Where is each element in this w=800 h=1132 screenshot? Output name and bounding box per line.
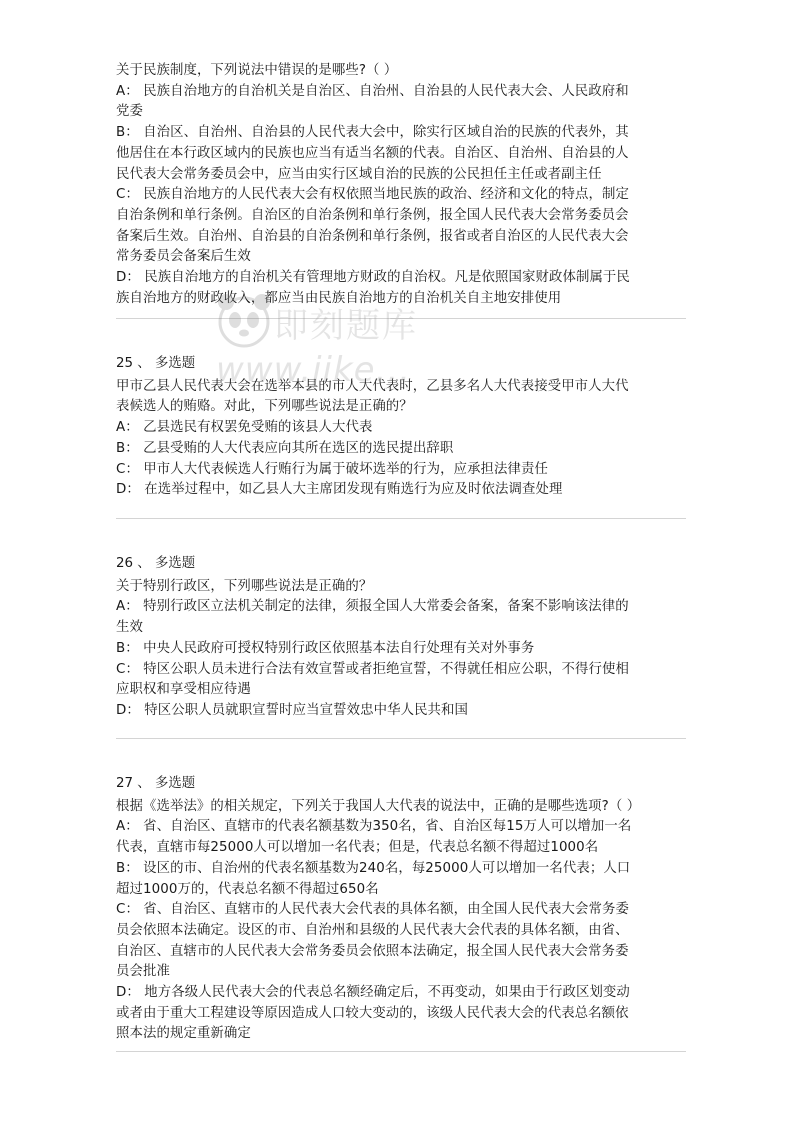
option-d: D： 地方各级人民代表大会的代表总名额经确定后，不再变动，如果由于行政区划变动 (116, 985, 630, 1001)
watermark-brand: 即刻题库 (274, 306, 418, 346)
option-c-cont: 员会批准 (116, 964, 170, 980)
option-a: A： 省、自治区、直辖市的代表名额基数为350名，省、自治区每15万人可以增加一名 (116, 819, 632, 835)
option-c-cont: 备案后生效。自治州、自治县的自治条例和单行条例，报省或者自治区的人民代表大会 (116, 228, 629, 244)
option-b-cont: 民代表大会常务委员会中，应当由实行区域自治的民族的公民担任主任或者副主任 (116, 166, 602, 182)
option-c-cont: 应职权和享受相应待遇 (116, 682, 251, 698)
divider (116, 318, 686, 319)
question-header: 27 、 多选题 (116, 776, 196, 791)
option-b: B： 设区的市、自治州的代表名额基数为240名，每25000人可以增加一名代表；人口 (116, 860, 631, 876)
option-b: B： 自治区、自治州、自治县的人民代表大会中，除实行区域自治的民族的代表外，其 (116, 125, 629, 141)
question-header: 26 、 多选题 (116, 556, 196, 571)
option-b-cont: 超过1000万的，代表总名额不得超过650名 (116, 881, 379, 897)
option-d: D： 民族自治地方的自治机关有管理地方财政的自治权。凡是依照国家财政体制属于民 (116, 270, 630, 286)
option-b: B： 中央人民政府可授权特别行政区依照基本法自行处理有关对外事务 (116, 640, 535, 656)
option-a-cont: 代表，直辖市每25000人可以增加一名代表；但是，代表总名额不得超过1000名 (116, 840, 599, 856)
option-d: D： 在选举过程中，如乙县人大主席团发现有贿选行为应及时依法调查处理 (116, 482, 563, 498)
question-stem: 甲市乙县人民代表大会在选举本县的市人大代表时，乙县多名人大代表接受甲市人大代 (116, 378, 629, 394)
option-c-cont: 自治区、直辖市的人民代表大会常务委员会依照本法确定，报全国人民代表大会常务委 (116, 943, 629, 959)
question-26 (116, 554, 686, 722)
option-d-cont: 族自治地方的财政收入，都应当由民族自治地方的自治机关自主地安排使用 (116, 290, 562, 306)
question-27 (116, 774, 686, 1045)
question-24 (116, 61, 686, 309)
question-stem: 关于民族制度，下列说法中错误的是哪些?（ ） (116, 63, 398, 78)
question-stem: 根据《选举法》的相关规定，下列关于我国人大代表的说法中，正确的是哪些选项?（ ） (116, 798, 641, 814)
option-c-cont: 自治条例和单行条例。自治区的自治条例和单行条例，报全国人民代表大会常务委员会 (116, 207, 629, 223)
option-a-cont: 生效 (116, 620, 143, 636)
question-25 (116, 354, 686, 501)
option-a-cont: 党委 (116, 104, 143, 120)
option-b: B： 乙县受贿的人大代表应向其所在选区的选民提出辞职 (116, 440, 454, 456)
option-d-cont: 或者由于重大工程建设等原因造成人口较大变动的，该级人民代表大会的代表总名额依 (116, 1005, 629, 1021)
option-d-cont: 照本法的规定重新确定 (116, 1026, 251, 1042)
watermark-url: www.jike... (216, 350, 411, 390)
divider (116, 738, 686, 739)
option-d: D： 特区公职人员就职宣誓时应当宣誓效忠中华人民共和国 (116, 702, 469, 718)
option-c: C： 甲市人大代表候选人行贿行为属于破坏选举的行为，应承担法律责任 (116, 461, 549, 477)
option-b-cont: 他居住在本行政区域内的民族也应当有适当名额的代表。自治区、自治州、自治县的人 (116, 145, 629, 161)
option-a: A： 民族自治地方的自治机关是自治区、自治州、自治县的人民代表大会、人民政府和 (116, 83, 629, 99)
divider (116, 518, 686, 519)
option-c: C： 民族自治地方的人民代表大会有权依照当地民族的政治、经济和文化的特点，制定 (116, 187, 629, 203)
option-c: C： 特区公职人员未进行合法有效宣誓或者拒绝宣誓，不得就任相应公职，不得行使相 (116, 661, 629, 677)
option-c: C： 省、自治区、直辖市的人民代表大会代表的具体名额，由全国人民代表大会常务委 (116, 902, 629, 918)
option-a: A： 乙县选民有权罢免受贿的该县人大代表 (116, 420, 373, 436)
option-c-cont: 员会依照本法确定。设区的市、自治州和县级的人民代表大会代表的具体名额，由省、 (116, 922, 629, 938)
option-a: A： 特别行政区立法机关制定的法律，须报全国人大常委会备案，备案不影响该法律的 (116, 599, 629, 615)
option-c-cont: 常务委员会备案后生效 (116, 249, 251, 265)
divider (116, 1051, 686, 1052)
question-header: 25 、 多选题 (116, 356, 196, 371)
question-stem-cont: 表候选人的贿赂。对此，下列哪些说法是正确的？ (116, 399, 413, 415)
question-stem: 关于特别行政区，下列哪些说法是正确的？ (116, 578, 373, 594)
